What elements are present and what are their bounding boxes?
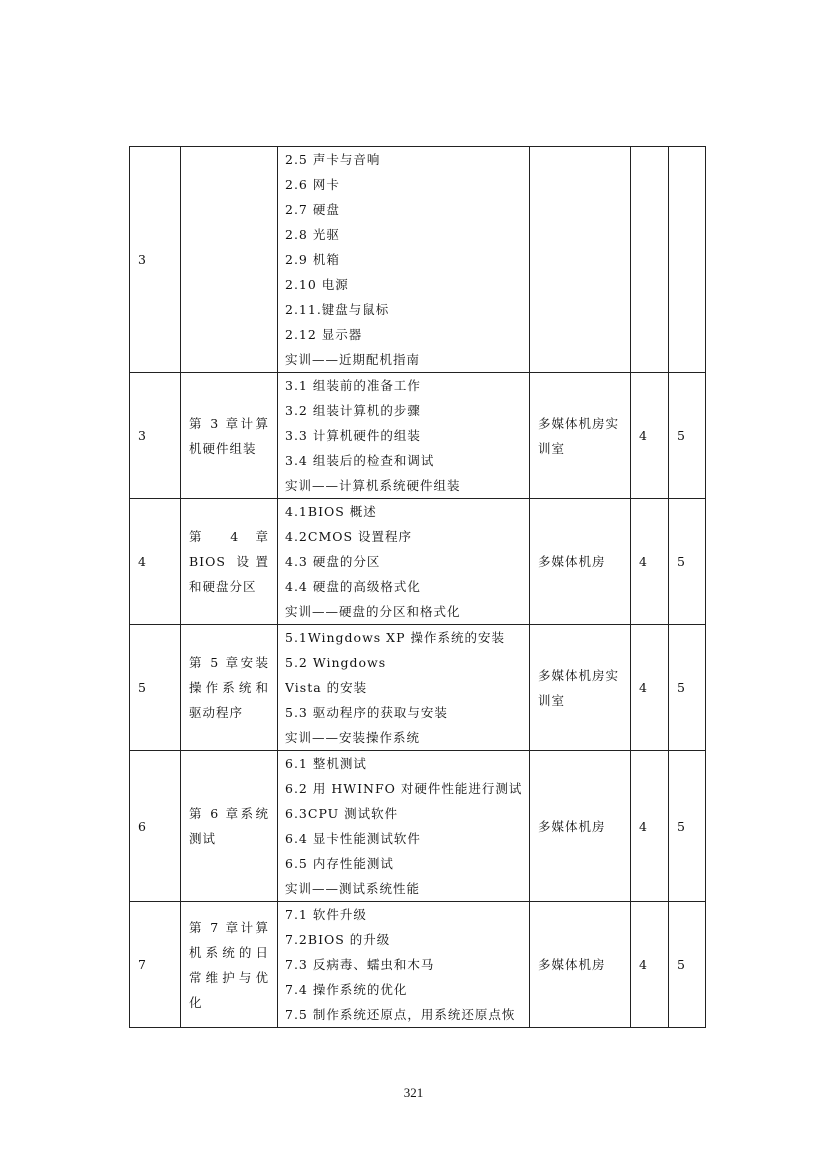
content-line: 4.4 硬盘的高级格式化 xyxy=(285,579,421,594)
content-cell xyxy=(278,902,530,1028)
content-line: 3.1 组装前的准备工作 xyxy=(285,378,421,393)
hours-cell-b: 5 xyxy=(669,499,706,625)
hours-cell-a: 4 xyxy=(631,373,669,499)
curriculum-table xyxy=(129,146,706,1028)
content-line: 2.7 硬盘 xyxy=(285,202,340,217)
row-number-cell: 3 xyxy=(130,373,181,499)
table-row xyxy=(130,625,706,751)
content-line: 6.4 显卡性能测试软件 xyxy=(285,831,421,846)
table-row xyxy=(130,902,706,1028)
content-line: 2.8 光驱 xyxy=(285,227,340,242)
chapter-cell: 第 6 章系统测试 xyxy=(181,751,278,902)
venue-cell: 多媒体机房 xyxy=(530,751,631,902)
content-line: 5.2 Wingdows xyxy=(285,655,387,670)
content-cell xyxy=(278,751,530,902)
content-cell xyxy=(278,499,530,625)
row-number-cell: 7 xyxy=(130,902,181,1028)
content-cell xyxy=(278,625,530,751)
content-line: 实训——安装操作系统 xyxy=(285,730,421,745)
content-line: 6.2 用 HWINFO 对硬件性能进行测试 xyxy=(285,781,523,796)
content-line: 3.3 计算机硬件的组装 xyxy=(285,428,421,443)
content-line: 5.1Wingdows XP 操作系统的安装 xyxy=(285,630,505,645)
content-line: Vista 的安装 xyxy=(285,680,368,695)
row-number-cell: 6 xyxy=(130,751,181,902)
hours-cell-a: 4 xyxy=(631,625,669,751)
hours-cell-a: 4 xyxy=(631,751,669,902)
chapter-cell: 第 4 章 BIOS 设置和硬盘分区 xyxy=(181,499,278,625)
hours-cell-b: 5 xyxy=(669,373,706,499)
table-row xyxy=(130,751,706,902)
hours-cell-b: 5 xyxy=(669,625,706,751)
venue-cell xyxy=(530,147,631,373)
content-line: 3.4 组装后的检查和调试 xyxy=(285,453,435,468)
content-line: 实训——测试系统性能 xyxy=(285,881,421,896)
content-cell xyxy=(278,373,530,499)
hours-cell-a xyxy=(631,147,669,373)
content-line: 4.1BIOS 概述 xyxy=(285,504,377,519)
venue-cell: 多媒体机房 xyxy=(530,499,631,625)
content-line: 实训——计算机系统硬件组装 xyxy=(285,478,461,493)
chapter-cell: 第 5 章安装操作系统和驱动程序 xyxy=(181,625,278,751)
hours-cell-a: 4 xyxy=(631,499,669,625)
hours-cell-b: 5 xyxy=(669,902,706,1028)
content-line: 2.12 显示器 xyxy=(285,327,363,342)
venue-cell: 多媒体机房 xyxy=(530,902,631,1028)
table-row xyxy=(130,373,706,499)
content-cell xyxy=(278,147,530,373)
content-line: 7.4 操作系统的优化 xyxy=(285,982,408,997)
content-line: 3.2 组装计算机的步骤 xyxy=(285,403,421,418)
content-line: 6.1 整机测试 xyxy=(285,756,367,771)
content-line: 7.1 软件升级 xyxy=(285,907,367,922)
hours-cell-a: 4 xyxy=(631,902,669,1028)
content-line: 7.3 反病毒、蠕虫和木马 xyxy=(285,957,435,972)
hours-cell-b: 5 xyxy=(669,751,706,902)
content-line: 5.3 驱动程序的获取与安装 xyxy=(285,705,448,720)
row-number-cell: 5 xyxy=(130,625,181,751)
venue-cell: 多媒体机房实训室 xyxy=(530,625,631,751)
content-line: 4.3 硬盘的分区 xyxy=(285,554,381,569)
hours-cell-b xyxy=(669,147,706,373)
content-line: 6.3CPU 测试软件 xyxy=(285,806,399,821)
content-line: 2.11.键盘与鼠标 xyxy=(285,302,390,317)
chapter-cell xyxy=(181,147,278,373)
content-line: 2.5 声卡与音响 xyxy=(285,152,381,167)
content-line: 7.5 制作系统还原点，用系统还原点恢 xyxy=(285,1007,516,1022)
content-line: 实训——硬盘的分区和格式化 xyxy=(285,604,461,619)
content-line: 7.2BIOS 的升级 xyxy=(285,932,391,947)
page-number: 321 xyxy=(403,1085,424,1100)
row-number-cell: 4 xyxy=(130,499,181,625)
chapter-cell: 第 3 章计算机硬件组装 xyxy=(181,373,278,499)
table-row xyxy=(130,147,706,373)
content-line: 2.6 网卡 xyxy=(285,177,340,192)
content-line: 实训——近期配机指南 xyxy=(285,352,421,367)
content-line: 4.2CMOS 设置程序 xyxy=(285,529,413,544)
row-number-cell: 3 xyxy=(130,147,181,373)
content-line: 2.10 电源 xyxy=(285,277,349,292)
content-line: 6.5 内存性能测试 xyxy=(285,856,394,871)
chapter-cell: 第 7 章计算机系统的日常维护与优化 xyxy=(181,902,278,1028)
venue-cell: 多媒体机房实训室 xyxy=(530,373,631,499)
table-row xyxy=(130,499,706,625)
table-body xyxy=(130,147,706,1028)
content-line: 2.9 机箱 xyxy=(285,252,340,267)
